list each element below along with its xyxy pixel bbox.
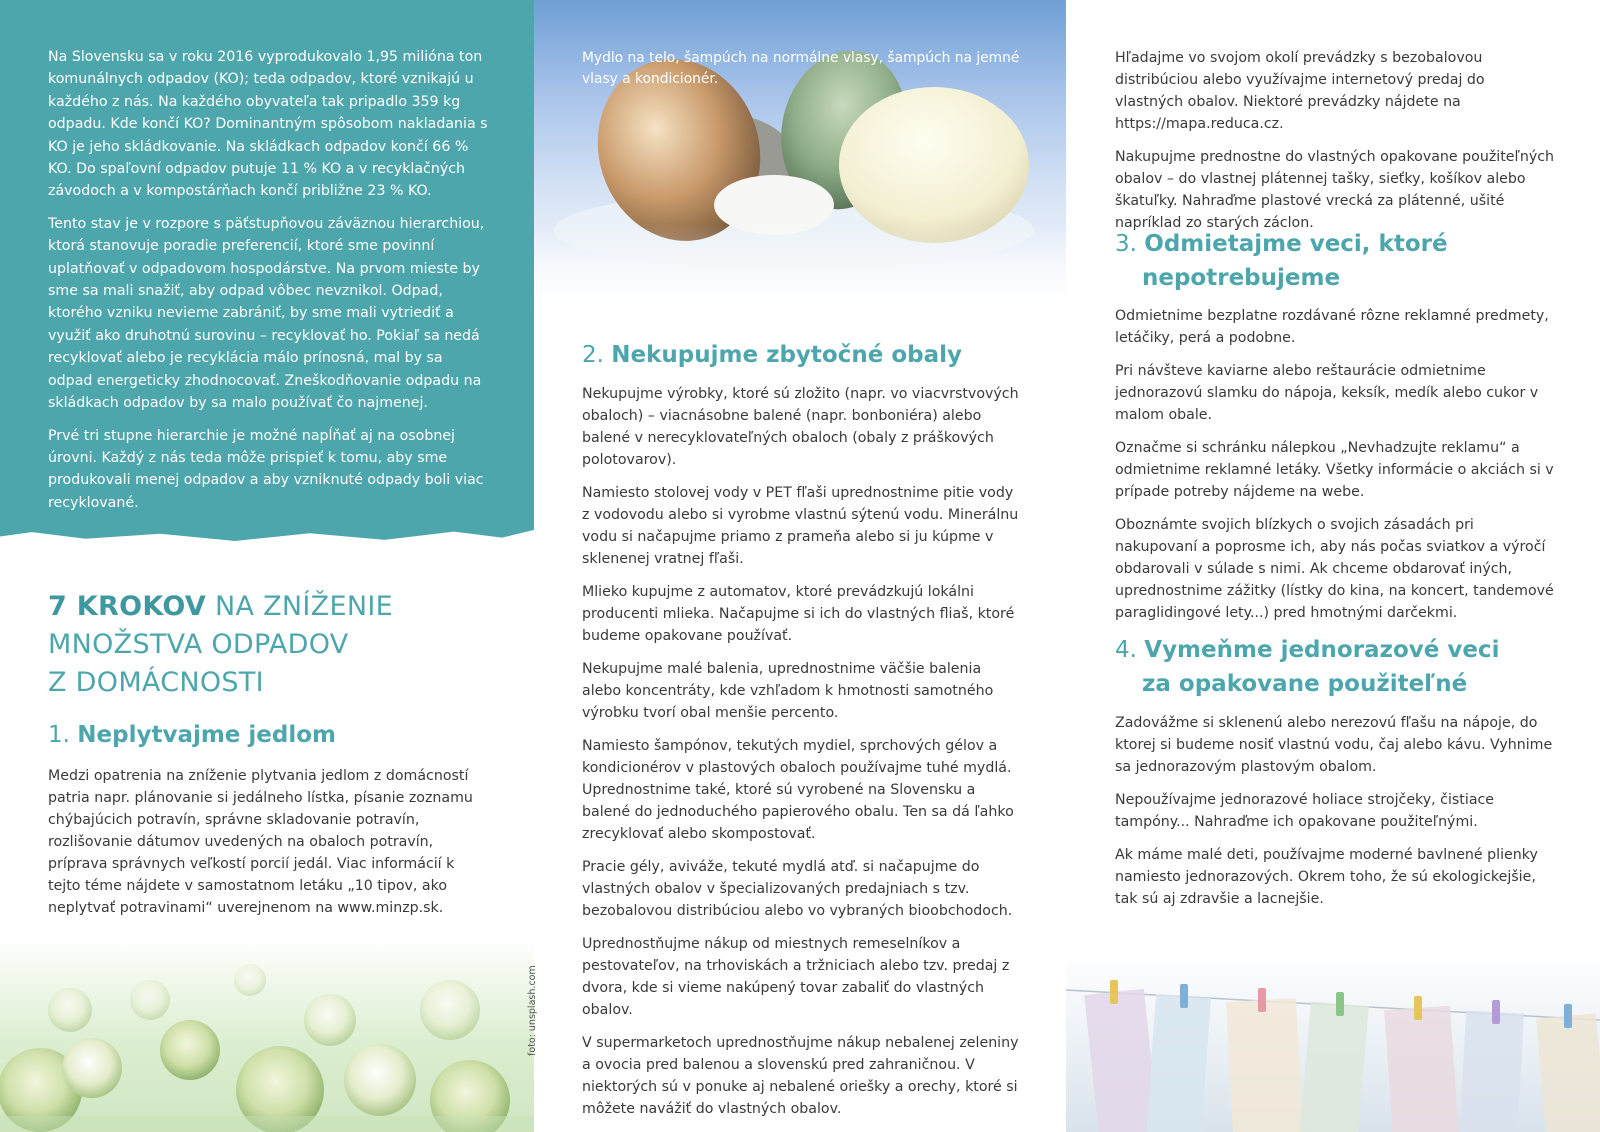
column-3-intro: [1115, 47, 1555, 245]
intro-paragraph: Na Slovensku sa v roku 2016 vyprodukovalo 1,95 milióna ton komunálnych odpadov (KO); teda odpadov, ktoré vznikajú u každého z nás. Na každého obyvateľa tak pripadlo 359 kg odpadu. Kde končí KO? Dominantným spôsobom nakladania s KO je jeho skládkovanie. Na skládkach odpadov končí 66 % KO. Do spaľovní odpadov putuje 11 % KO a v recyklačných závodoch a v kompostárňach končí približne 23 % KO.: [48, 49, 488, 200]
clothesline-illustration: [1066, 950, 1600, 1132]
photo-caption: Mydlo na telo, šampúch na normálne vlasy, šampúch na jemné vlasy a kondicionér.: [582, 50, 1020, 87]
section-4-paragraph: Nepoužívajme jednorazové holiace strojčeky, čistiace tampóny... Nahraďme ich opakovane použiteľnými.: [1115, 792, 1495, 830]
section-2-paragraph: Namiesto šampónov, tekutých mydiel, sprchových gélov a kondicionérov v plastových obaloch používajme tuhé mydlá. Uprednostnime také, ktoré sú vyrobené na Slovensku a balené do jednoduchého papierového obalu. Ten sa dá ľahko zrecyklovať alebo skompostovať.: [582, 738, 1014, 842]
intro-paragraph: Tento stav je v rozpore s päťstupňovou záväznou hierarchiou, ktorá stanovuje poradie preferencií, ktoré sme povinní uplatňovať v odpadovom hospodárstve. Na prvom mieste by sme sa mali snažiť, aby odpad vôbec nevznikol. Odpad, ktorého vzniku nevieme zabrániť, by sme mali vytriediť a využiť ako druhotnú surovinu – recyklovať ho. Pokiaľ sa nedá recyklovať alebo je recyklácia málo prínosná, mal by sa odpad energeticky zhodnocovať. Zneškodňovanie odpadu na skládkach odpadov by sa malo používať čo najmenej.: [48, 215, 485, 412]
main-heading-line3: Z DOMÁCNOSTI: [48, 667, 264, 698]
section-2-body: [582, 383, 1022, 1131]
section-3-paragraph: Pri návšteve kaviarne alebo reštaurácie odmietnime jednorazovú slamku do nápoja, keksík, medík alebo cukor v malom obale.: [1115, 363, 1539, 423]
section-3-number: 3.: [1115, 231, 1145, 257]
section-4-body: [1115, 712, 1555, 921]
main-heading-rest: NA ZNÍŽENIE: [206, 591, 393, 622]
column-3-paragraph: Hľadajme vo svojom okolí prevádzky s bezobalovou distribúciou alebo využívajme internetový predaj do vlastných obalov. Niektoré prevádzky nájdete na https://mapa.reduca.cz.: [1115, 50, 1485, 132]
main-heading: [48, 588, 488, 702]
section-3-paragraph: Označme si schránku nálepkou „Nevhadzujte reklamu“ a odmietnime reklamné letáky. Všetky informácie o akciách si v prípade potreby nájdeme na webe.: [1115, 440, 1554, 500]
section-2-paragraph: Nekupujme výrobky, ktoré sú zložito (napr. vo viacvrstvových obaloch) – viacnásobne balené (napr. bonboniéra) alebo balené v nerecyklovateľných obaloch (obaly z práškových polotovarov).: [582, 386, 1019, 468]
photo-credit: foto: unsplash.com: [527, 965, 538, 1056]
section-4-title-line1: Vymeňme jednorazové veci: [1144, 637, 1500, 663]
main-heading-line2: MNOŽSTVA ODPADOV: [48, 629, 349, 660]
section-3-paragraph: Oboznámte svojich blízkych o svojich zásadách pri nakupovaní a poprosme ich, aby nás počas sviatkov a výročí obdarovali v súlade s nimi. Ak chceme obdarovať iných, uprednostnime zážitky (lístky do kina, na koncert, tandemové paraglidingové lety...) pred hmotnými darčekmi.: [1115, 517, 1554, 621]
section-3-paragraph: Odmietnime bezplatne rozdávané rôzne reklamné predmety, letáčiky, perá a podobne.: [1115, 308, 1549, 346]
section-2-paragraph: Mlieko kupujme z automatov, ktoré prevádzkujú lokálni producenti mlieka. Načapujme si ich do vlastných fliaš, ktoré budeme opakovane používať.: [582, 584, 1015, 644]
cauliflower-photo: [0, 940, 534, 1132]
section-1-heading: [48, 718, 336, 752]
section-2-paragraph: Pracie gély, aviváže, tekuté mydlá atď. si načapujme do vlastných obalov v špecializovaných predajniach s tzv. bezobalovou distribúciou alebo vo vybraných bioobchodoch.: [582, 859, 1013, 919]
intro-paragraph: Prvé tri stupne hierarchie je možné napĺňať aj na osobnej úrovni. Každý z nás teda môže prispieť k tomu, aby sme produkovali menej odpadov a aby vzniknuté odpady boli viac recyklované.: [48, 427, 484, 511]
section-1-paragraph: Medzi opatrenia na zníženie plytvania jedlom z domácností patria napr. plánovanie si jedálneho lístka, písanie zoznamu chýbajúcich potravín, správne skladovanie potravín, rozlišovanie dátumov uvedených na obaloch potravín, príprava správnych veľkostí porcií jedál. Viac informácií k tejto téme nájdete v samostatnom letáku „10 tipov, ako neplytvať potravinami“ uverejnenom na www.minzp.sk.: [48, 768, 473, 916]
section-4-number: 4.: [1115, 637, 1145, 663]
section-2-number: 2.: [582, 342, 612, 368]
section-2-paragraph: V supermarketoch uprednostňujme nákup nebalenej zeleniny a ovocia pred balenou a slovenskú pred zahraničnou. V niektorých sú v ponuke aj nebalené oriešky a orechy, ktoré si môžete navážiť do vlastných obalov.: [582, 1035, 1019, 1117]
section-2-title: Nekupujme zbytočné obaly: [611, 342, 962, 368]
cauliflower-illustration: [0, 940, 534, 1132]
section-4-paragraph: Ak máme malé deti, používajme moderné bavlnené plienky namiesto jednorazových. Okrem toho, že sú ekologickejšie, tak sú aj zdravšie a lacnejšie.: [1115, 847, 1538, 907]
column-3-paragraph: Nakupujme prednostne do vlastných opakovane použiteľných obalov – do vlastnej plátennej tašky, sieťky, košíkov alebo škatuľky. Nahraďme plastové vrecká za plátenné, ušité napríklad zo starých záclon.: [1115, 149, 1555, 231]
section-3-title-line2: nepotrebujeme: [1142, 265, 1341, 291]
section-1-title: Neplytvajme jedlom: [77, 722, 337, 748]
main-heading-bold: 7 KROKOV: [48, 591, 207, 622]
section-3-title-line1: Odmietajme veci, ktoré: [1144, 231, 1448, 257]
section-2-heading: [582, 338, 962, 372]
section-4-heading: [1115, 633, 1499, 701]
section-4-paragraph: Zadovážme si sklenenú alebo nerezovú fľašu na nápoje, do ktorej si budeme nosiť vlastnú vodu, čaj alebo kávu. Vyhnime sa jednorazovým plastovým obalom.: [1115, 715, 1553, 775]
section-1-number: 1.: [48, 722, 78, 748]
section-2-paragraph: Namiesto stolovej vody v PET fľaši uprednostnime pitie vody z vodovodu alebo si vyrobme vlastnú sýtenú vodu. Minerálnu vodu si načapujme priamo z prameňa alebo si ju kúpme v sklenenej vratnej fľaši.: [582, 485, 1019, 567]
section-2-paragraph: Nekupujme malé balenia, uprednostnime väčšie balenia alebo koncentráty, kde vzhľadom k hmotnosti samotného výrobku tvorí obal menšie percento.: [582, 661, 994, 721]
section-2-paragraph: Uprednostňujme nákup od miestnych remeselníkov a pestovateľov, na trhoviskách a tržniciach alebo tzv. predaj z dvora, kde si vieme nakúpený tovar zabaliť do vlastných obalov.: [582, 936, 1010, 1018]
section-3-heading: [1115, 227, 1448, 295]
clothesline-photo: [1066, 950, 1600, 1132]
section-3-body: [1115, 305, 1555, 635]
section-4-title-line2: za opakovane použiteľné: [1142, 671, 1468, 697]
intro-text: [48, 46, 488, 524]
section-1-body: [48, 765, 484, 930]
